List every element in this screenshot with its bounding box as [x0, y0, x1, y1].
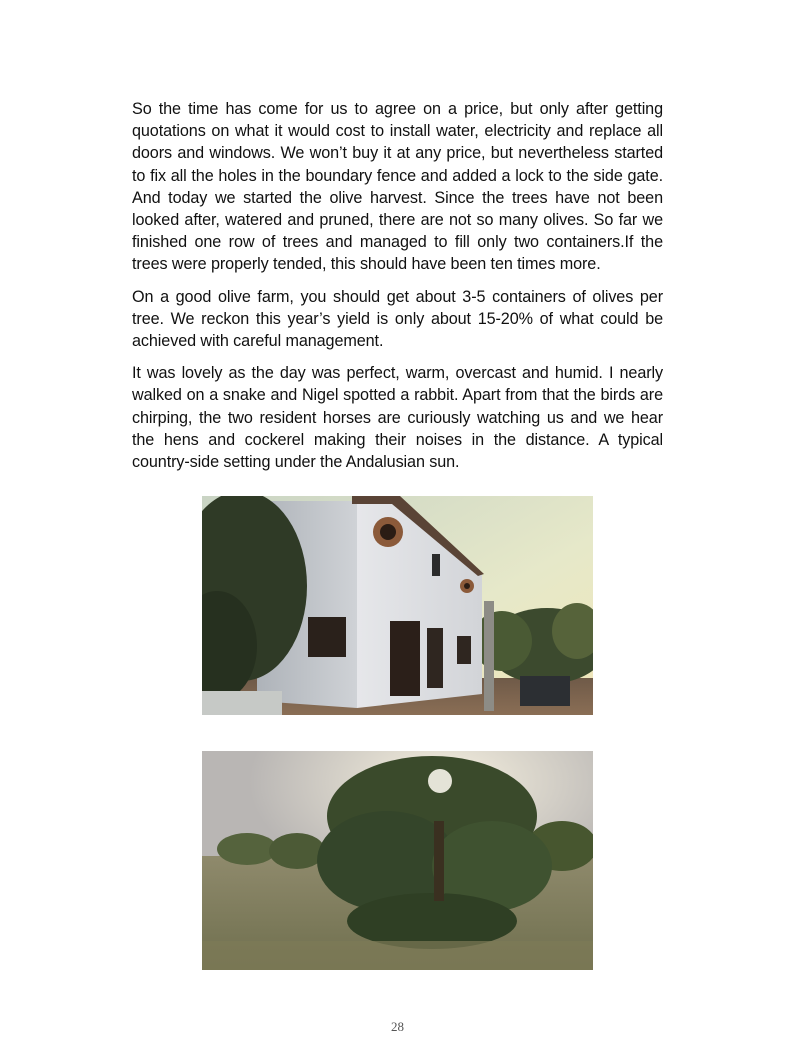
paragraph-olive-yield: On a good olive farm, you should get about 3-5 containers of olives per tree. We reckon this year’s yield is only about 15-20% of what could be achieved with careful management. — [132, 287, 663, 351]
olive-grove-photo — [202, 751, 593, 970]
page-body — [132, 98, 663, 483]
paragraph-price-quotations: So the time has come for us to agree on a price, but only after getting quotations on what it would cost to install water, electricity and replace all doors and windows. We won’t buy it at any price, but nevertheless started to fix all the holes in the boundary fence and added a lock to the side gate. And today we started the olive harvest. Since the trees have not been looked after, watered and pruned, there are not so many olives. So far we finished one row of trees and managed to fill only two containers.If the trees were properly tended, this should have been ten times more. — [132, 100, 663, 274]
farmhouse-photo — [202, 496, 593, 715]
paragraph-countryside: It was lovely as the day was perfect, warm, overcast and humid. I nearly walked on a snake and Nigel spotted a rabbit. Apart from that the birds are chirping, the two resident horses are curiously watching us and we hear the hens and cockerel making their noises in the distance. A typical country-side setting under the Andalusian sun. — [132, 364, 663, 472]
page-number: 28 — [391, 1019, 404, 1034]
